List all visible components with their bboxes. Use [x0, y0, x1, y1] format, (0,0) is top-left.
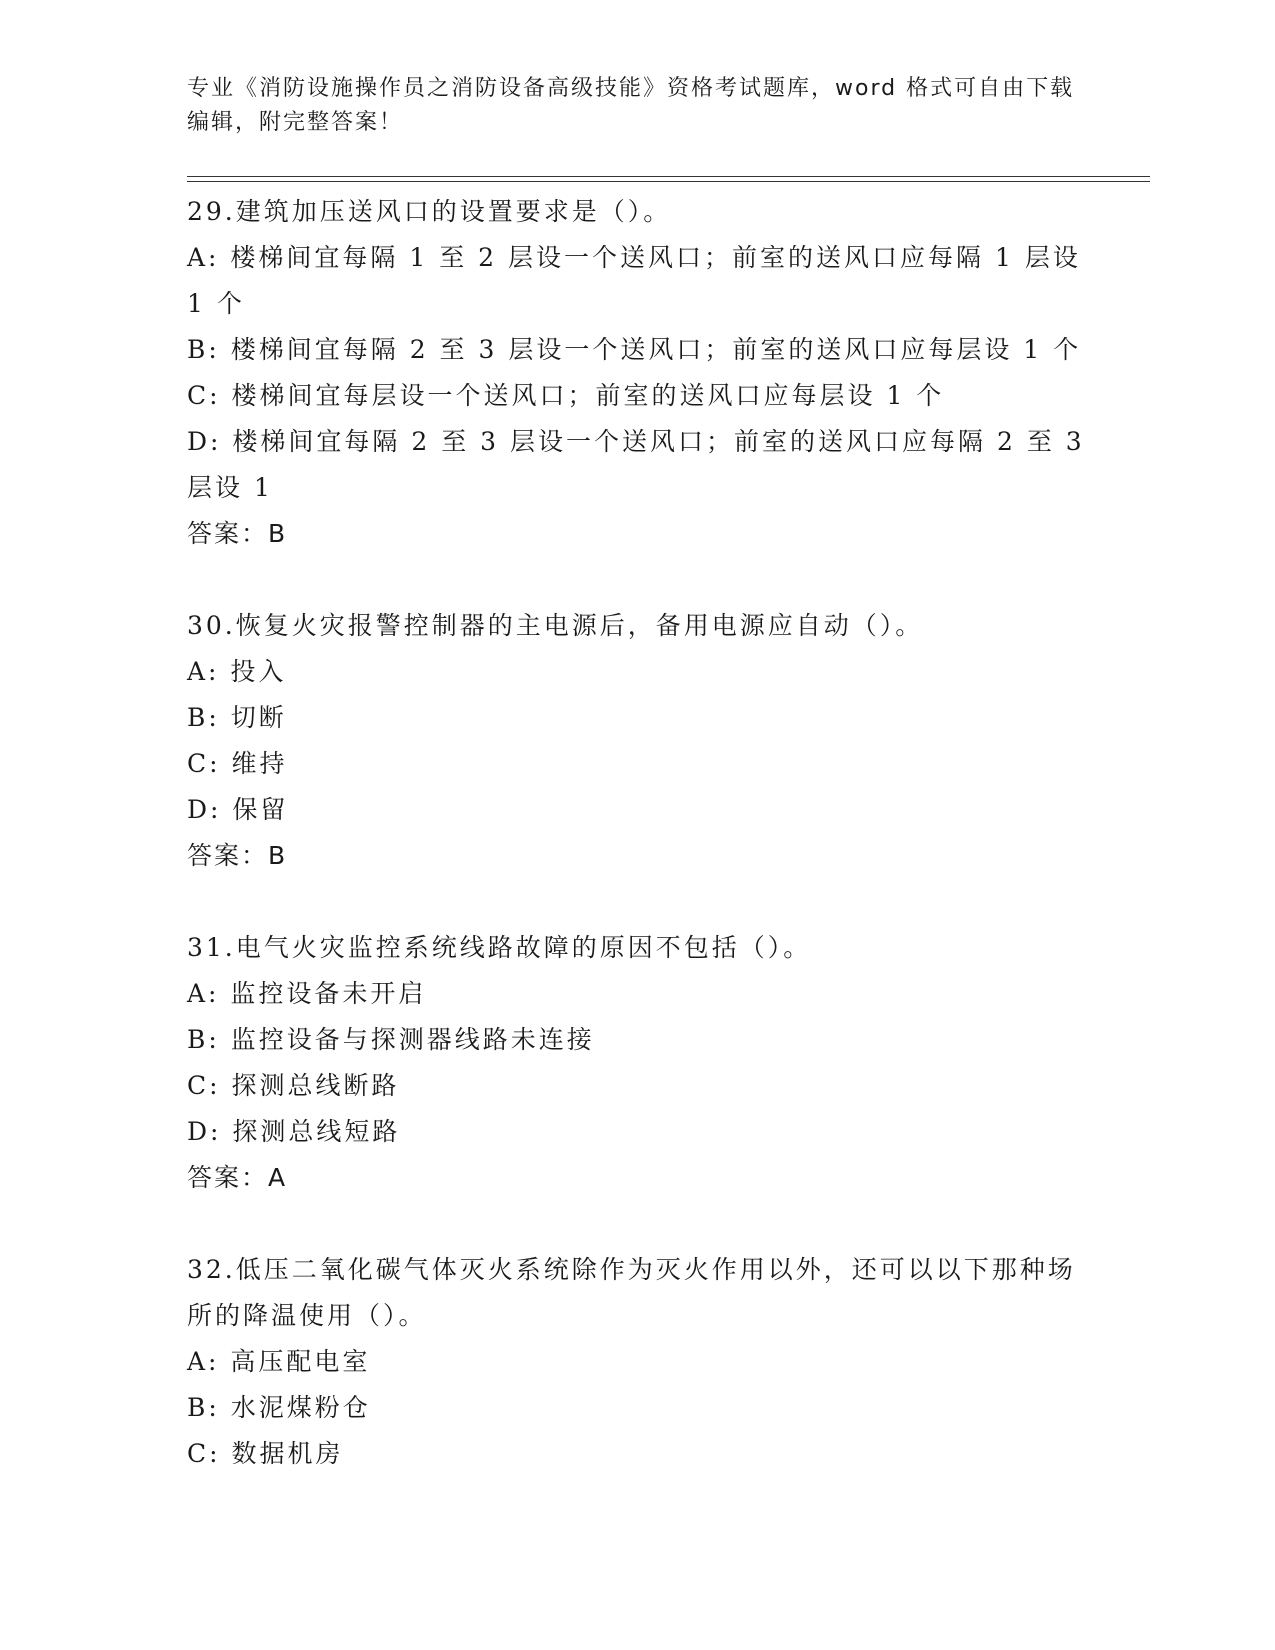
option-b: B: 切断 — [187, 703, 287, 732]
option-c: C: 数据机房 — [187, 1439, 344, 1468]
option-a: A: 高压配电室 — [187, 1347, 371, 1376]
question-item — [187, 925, 1087, 1201]
option-c: C: 探测总线断路 — [187, 1071, 400, 1100]
option-a: A: 楼梯间宜每隔 1 至 2 层设一个送风口；前室的送风口应每隔 1 层设 1 个 — [187, 243, 1081, 318]
question-stem: 32.低压二氧化碳气体灭火系统除作为灭火作用以外，还可以以下那种场所的降温使用（）。 — [187, 1255, 1076, 1330]
option-d: D: 楼梯间宜每隔 2 至 3 层设一个送风口；前室的送风口应每隔 2 至 3 层设 1 — [187, 427, 1085, 502]
question-stem: 30.恢复火灾报警控制器的主电源后，备用电源应自动（）。 — [187, 611, 924, 640]
option-b: B: 监控设备与探测器线路未连接 — [187, 1025, 595, 1054]
document-header: 专业《消防设施操作员之消防设备高级技能》资格考试题库，word 格式可自由下载编辑，附完整答案！ — [187, 76, 1075, 135]
option-d: D: 保留 — [187, 795, 289, 824]
question-list — [187, 189, 1087, 1523]
question-stem: 31.电气火灾监控系统线路故障的原因不包括（）。 — [187, 933, 812, 962]
option-d: D: 探测总线短路 — [187, 1117, 401, 1146]
question-item — [187, 1247, 1087, 1477]
header-divider-bottom — [187, 181, 1150, 182]
question-item — [187, 189, 1087, 557]
answer-text: 答案：A — [187, 1163, 288, 1192]
option-c: C: 维持 — [187, 749, 288, 778]
option-a: A: 投入 — [187, 657, 287, 686]
question-item — [187, 603, 1087, 879]
option-b: B: 楼梯间宜每隔 2 至 3 层设一个送风口；前室的送风口应每层设 1 个 — [187, 335, 1082, 364]
question-stem: 29.建筑加压送风口的设置要求是（）。 — [187, 197, 672, 226]
option-a: A: 监控设备未开启 — [187, 979, 427, 1008]
answer-text: 答案：B — [187, 519, 288, 548]
option-c: C: 楼梯间宜每层设一个送风口；前室的送风口应每层设 1 个 — [187, 381, 945, 410]
answer-text: 答案：B — [187, 841, 288, 870]
header-divider-top — [187, 176, 1150, 177]
option-b: B: 水泥煤粉仓 — [187, 1393, 371, 1422]
